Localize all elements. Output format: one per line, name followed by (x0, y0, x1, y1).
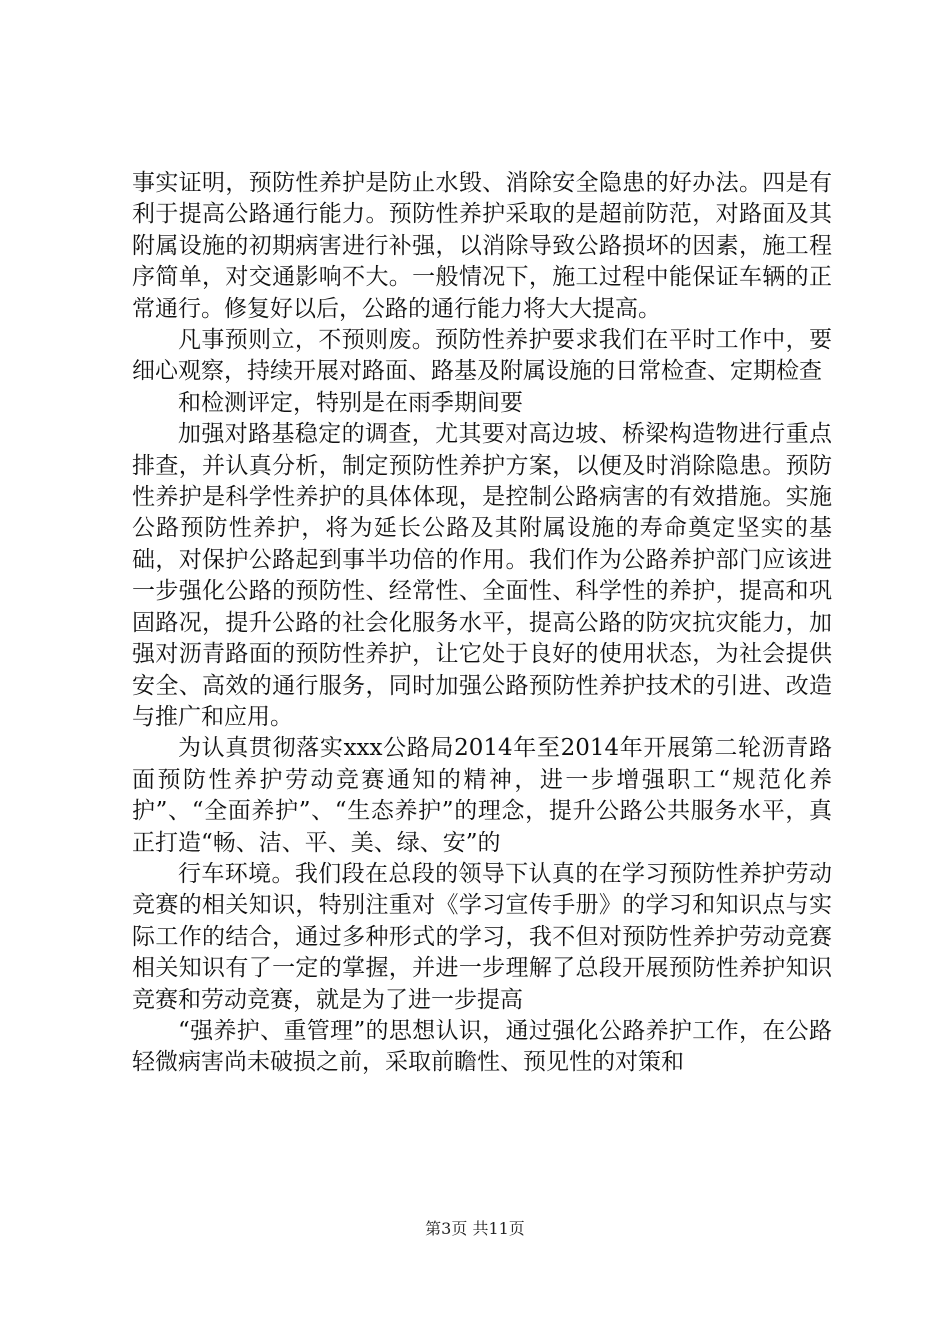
paragraph-1: 事实证明，预防性养护是防止水毁、消除安全隐患的好办法。四是有利于提高公路通行能力。预防性养护采取的是超前防范，对路面及其附属设施的初期病害进行补强，以消除导致公路损坏的因素，施工程序简单，对交通影响不大。一般情况下，施工过程中能保证车辆的正常通行。修复好以后，公路的通行能力将大大提高。 (132, 170, 832, 322)
paragraph-3: 和检测评定，特别是在雨季期间要 (178, 389, 523, 416)
paragraph-5: 为认真贯彻落实xxx公路局2014年至2014年开展第二轮沥青路面预防性养护劳动竞赛通知的精神，进一步增强职工“规范化养护”、“全面养护”、“生态养护”的理念，提升公路公共服务水平，真正打造“畅、洁、平、美、绿、安”的 (132, 735, 832, 856)
page-number-footer: 第3页 共11页 (425, 1219, 525, 1238)
paragraph-7: “强养护、重管理”的思想认识，通过强化公路养护工作，在公路轻微病害尚未破损之前，采取前瞻性、预见性的对策和 (132, 1017, 832, 1076)
paragraph-2: 凡事预则立，不预则废。预防性养护要求我们在平时工作中，要细心观察，持续开展对路面、路基及附属设施的日常检查、定期检查 (132, 327, 832, 385)
paragraph-4: 加强对路基稳定的调查，尤其要对高边坡、桥梁构造物进行重点排查，并认真分析，制定预防性养护方案，以便及时消除隐患。预防性养护是科学性养护的具体体现，是控制公路病害的有效措施。实施公路预防性养护，将为延长公路及其附属设施的寿命奠定坚实的基础，对保护公路起到事半功倍的作用。我们作为公路养护部门应该进一步强化公路的预防性、经常性、全面性、科学性的养护，提高和巩固路况，提升公路的社会化服务水平，提高公路的防灾抗灾能力，加强对沥青路面的预防性养护，让它处于良好的使用状态，为社会提供安全、高效的通行服务，同时加强公路预防性养护技术的引进、改造与推广和应用。 (132, 421, 832, 730)
document-body (132, 168, 832, 1079)
paragraph-6: 行车环境。我们段在总段的领导下认真的在学习预防性养护劳动竞赛的相关知识，特别注重对《学习宣传手册》的学习和知识点与实际工作的结合，通过多种形式的学习，我不但对预防性养护劳动竞赛相关知识有了一定的掌握，并进一步理解了总段开展预防性养护知识竞赛和劳动竞赛，就是为了进一步提高 (132, 860, 832, 1013)
